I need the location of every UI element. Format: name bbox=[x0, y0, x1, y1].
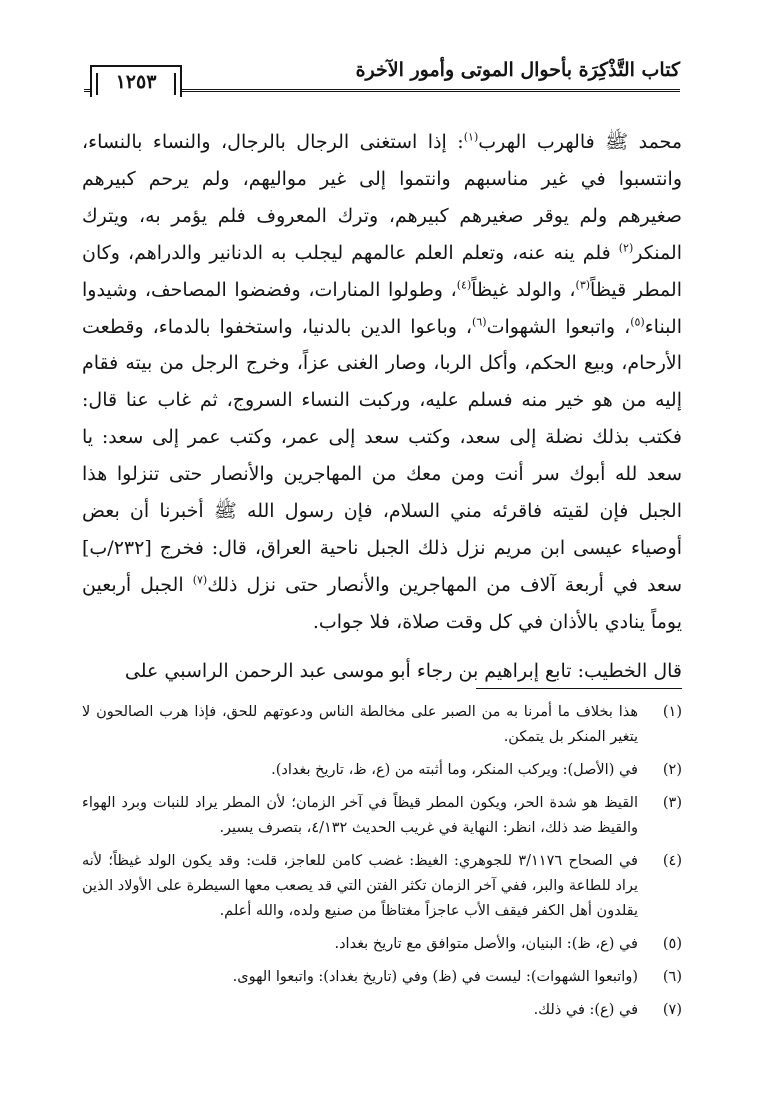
footnote bbox=[82, 849, 682, 924]
page-header bbox=[84, 55, 680, 95]
footnote-text: هذا بخلاف ما أمرنا به من الصبر على مخالطة الناس ودعوتهم للحق، فإذا هرب الصالحون لا يتغير المنكر بل يتمكن. bbox=[82, 704, 638, 745]
footnote-number: (٣) bbox=[662, 795, 682, 811]
footnote-number: (٦) bbox=[662, 969, 682, 985]
footnote-ref: (٣) bbox=[575, 278, 591, 292]
footnotes bbox=[82, 700, 682, 1031]
page-number: ١٢٥٣ bbox=[90, 65, 182, 97]
footnote bbox=[82, 998, 682, 1023]
footnote-text: القيظ هو شدة الحر، ويكون المطر قيظاً في آخر الزمان؛ لأن المطر يراد للنبات وبرد الهواء والقيظ ضد ذلك، انظر: النهاية في غريب الحديث ٤/١٣٢، بتصرف يسير. bbox=[82, 795, 638, 836]
footnote-text: في الصحاح ٣/١١٧٦ للجوهري: الغيظ: غضب كامن للعاجز، قلت: وقد يكون الولد غيظاً؛ لأنه يراد للطاعة والبر، ففي آخر الزمان تكثر الفتن التي قد يصعب معها السيطرة على الأولاد الذين يقلدون أهل الكفر فيقف الأب عاجزاً مغتاظاً من صنيع ولده، والله أعلم. bbox=[82, 853, 638, 919]
footnote-text: في (ع، ظ): البنيان، والأصل متوافق مع تاريخ بغداد. bbox=[334, 936, 638, 952]
main-text bbox=[82, 124, 682, 690]
body-paragraph: محمد ﷺ فالهرب الهرب$^{(١)}$: إذا استغنى الرجال بالرجال، والنساء بالنساء، وانتسبوا في غير مناسبهم وانتموا إلى غير مواليهم، ولم يرحم كبيرهم صغيرهم ولم يوقر صغيرهم كبيرهم، وترك المعروف فلم يؤمر به، ويترك المنكر$^{(٢)}$ فلم ينه عنه، وتعلم العلم عالمهم ليجلب به الدنانير والدراهم، وكان المطر قيظاً$^{(٣)}$، والولد غيظاً$^{(٤)}$، وطولوا المنارات، وفضضوا المصاحف، وشيدوا البناء$^{(٥)}$، واتبعوا الشهوات$^{(٦)}$، وباعوا الدين بالدنيا، واستخفوا بالدماء، وقطعت الأرحام، وبيع الحكم، وأكل الربا، وصار الغنى عزاً، وخرج الرجل من بيته فقام إليه من هو خير منه فسلم عليه، وركبت النساء السروج، ثم غاب عنا قال: فكتب بذلك نضلة إلى سعد، وكتب سعد إلى عمر، وكتب عمر إلى سعد: يا سعد لله أبوك سر أنت ومن معك من المهاجرين والأنصار حتى تنزلوا هذا الجبل فإن لقيته فاقرئه مني السلام، فإن رسول الله ﷺ أخبرنا أن بعض أوصياء عيسى ابن مريم نزل ذلك الجبل ناحية العراق، قال: فخرج [٢٣٢/ب] سعد في أربعة آلاف من المهاجرين والأنصار حتى نزل ذلك$^{(٧)}$ الجبل أربعين يوماً ينادي بالأذان في كل وقت صلاة، فلا جواب. bbox=[82, 130, 683, 633]
footnote-text: في (ع): في ذلك. bbox=[533, 1002, 638, 1018]
footnote-number: (٤) bbox=[662, 853, 682, 869]
footnote-ref: (٧) bbox=[192, 573, 208, 587]
footnote-ref: (٢) bbox=[618, 241, 634, 255]
footnote-separator bbox=[476, 688, 682, 689]
footnote-number: (٧) bbox=[662, 1002, 682, 1018]
footnote bbox=[82, 700, 682, 750]
footnote bbox=[82, 932, 682, 957]
footnote-number: (٢) bbox=[662, 762, 682, 778]
footnote-text: (واتبعوا الشهوات): ليست في (ظ) وفي (تاريخ بغداد): واتبعوا الهوى. bbox=[232, 969, 638, 985]
footnote-text: في (الأصل): ويركب المنكر، وما أثبته من (ع، ظ، تاريخ بغداد). bbox=[271, 762, 638, 778]
footnote bbox=[82, 758, 682, 783]
footnote-number: (١) bbox=[662, 704, 682, 720]
footnote-number: (٥) bbox=[662, 936, 682, 952]
footnote-ref: (١) bbox=[463, 130, 479, 144]
footnote bbox=[82, 965, 682, 990]
footnote-ref: (٤) bbox=[456, 278, 472, 292]
footnote bbox=[82, 791, 682, 841]
running-title: كتاب التَّذْكِرَة بأحوال الموتى وأمور الآخرة bbox=[355, 59, 680, 81]
footnote-ref: (٦) bbox=[472, 315, 487, 329]
footnote-ref: (٥) bbox=[630, 315, 645, 329]
body-paragraph: قال الخطيب: تابع إبراهيم بن رجاء أبو موسى عبد الرحمن الراسبي على bbox=[124, 659, 682, 682]
